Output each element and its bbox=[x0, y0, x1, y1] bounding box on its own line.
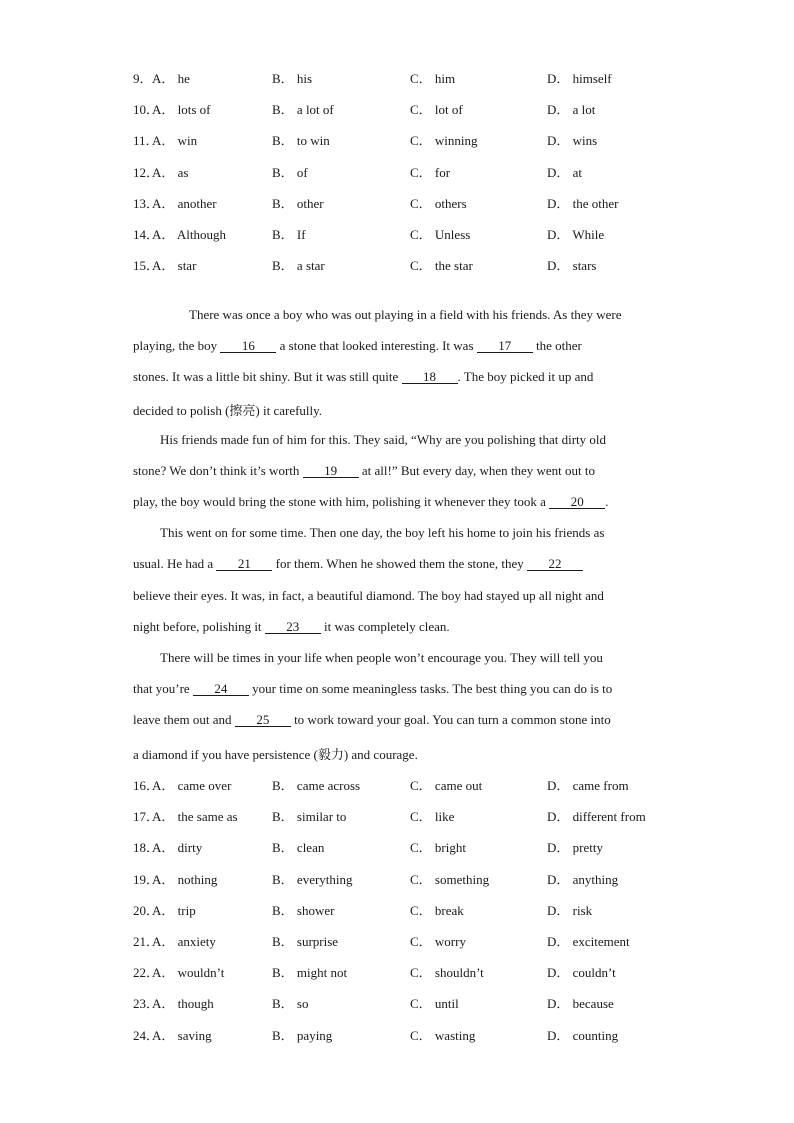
question-number: 10． bbox=[133, 102, 160, 118]
option-a[interactable]: A． star bbox=[152, 258, 197, 274]
blank-16[interactable]: 16 bbox=[220, 339, 276, 353]
passage-line: His friends made fun of him for this. They said, “Why are you polishing that dirty old bbox=[160, 432, 607, 447]
option-c[interactable]: C． worry bbox=[410, 934, 466, 949]
question-number: 17． bbox=[133, 809, 160, 825]
question-row bbox=[133, 993, 733, 1013]
option-d[interactable]: D． a lot bbox=[547, 102, 596, 118]
option-c[interactable]: C． like bbox=[410, 809, 455, 825]
option-d[interactable]: D． counting bbox=[547, 1027, 619, 1043]
option-b[interactable]: B． paying bbox=[272, 1027, 333, 1043]
option-c[interactable]: C． winning bbox=[410, 133, 478, 149]
option-a[interactable]: A． win bbox=[152, 133, 198, 149]
option-b[interactable]: B． surprise bbox=[272, 934, 339, 949]
option-b[interactable]: B． everything bbox=[272, 871, 353, 887]
passage-line: play, the boy would bring the stone with him, polishing it whenever they took a 20 . bbox=[133, 494, 609, 509]
passage-line: a diamond if you have persistence (毅力) and courage. bbox=[133, 747, 418, 762]
question-number: 24． bbox=[133, 1027, 160, 1043]
option-c[interactable]: C． shouldn’t bbox=[410, 965, 484, 981]
option-b[interactable]: B． so bbox=[272, 996, 309, 1012]
option-d[interactable]: D． himself bbox=[547, 71, 612, 86]
option-c[interactable]: C． lot of bbox=[410, 102, 463, 118]
option-d[interactable]: D． at bbox=[547, 164, 583, 180]
question-number: 19． bbox=[133, 871, 160, 887]
question-row bbox=[133, 224, 733, 244]
option-c[interactable]: C． Unless bbox=[410, 227, 471, 242]
option-d[interactable]: D． pretty bbox=[547, 840, 603, 856]
blank-25[interactable]: 25 bbox=[235, 713, 291, 727]
blank-21[interactable]: 21 bbox=[216, 557, 272, 571]
option-c[interactable]: C． others bbox=[410, 195, 467, 211]
blank-18[interactable]: 18 bbox=[402, 370, 458, 384]
question-row bbox=[133, 962, 733, 982]
passage-line: night before, polishing it 23 it was completely clean. bbox=[133, 619, 450, 634]
option-a[interactable]: A． though bbox=[152, 996, 214, 1012]
question-row bbox=[133, 68, 733, 88]
passage-line: decided to polish (擦亮) it carefully. bbox=[133, 403, 323, 418]
option-c[interactable]: C． for bbox=[410, 164, 451, 180]
question-number: 11． bbox=[133, 133, 159, 149]
option-b[interactable]: B． came across bbox=[272, 778, 361, 793]
option-d[interactable]: D． risk bbox=[547, 902, 593, 918]
blank-24[interactable]: 24 bbox=[193, 682, 249, 696]
question-number: 23． bbox=[133, 996, 160, 1012]
option-b[interactable]: B． similar to bbox=[272, 809, 347, 825]
option-c[interactable]: C． the star bbox=[410, 258, 473, 274]
question-number: 16． bbox=[133, 778, 160, 793]
question-number: 22． bbox=[133, 965, 160, 981]
option-c[interactable]: C． him bbox=[410, 71, 456, 86]
question-number: 9． bbox=[133, 71, 153, 86]
question-number: 12． bbox=[133, 164, 160, 180]
question-row bbox=[133, 931, 733, 951]
option-b[interactable]: B． shower bbox=[272, 902, 335, 918]
option-c[interactable]: C． wasting bbox=[410, 1027, 476, 1043]
blank-22[interactable]: 22 bbox=[527, 557, 583, 571]
option-a[interactable]: A． wouldn’t bbox=[152, 965, 225, 981]
option-b[interactable]: B． clean bbox=[272, 840, 325, 856]
question-number: 21． bbox=[133, 934, 160, 949]
option-c[interactable]: C． bright bbox=[410, 840, 466, 856]
option-d[interactable]: D． the other bbox=[547, 195, 619, 211]
option-a[interactable]: A． came over bbox=[152, 778, 232, 793]
question-row bbox=[133, 900, 733, 920]
option-c[interactable]: C． came out bbox=[410, 778, 483, 793]
option-d[interactable]: D． because bbox=[547, 996, 614, 1012]
option-d[interactable]: D． wins bbox=[547, 133, 598, 149]
passage-line: stones. It was a little bit shiny. But it was still quite 18 . The boy picked it up and bbox=[133, 369, 594, 384]
option-a[interactable]: A． as bbox=[152, 164, 189, 180]
question-number: 15． bbox=[133, 258, 160, 274]
question-row bbox=[133, 837, 733, 857]
blank-20[interactable]: 20 bbox=[549, 495, 605, 509]
question-row bbox=[133, 255, 733, 275]
option-a[interactable]: A． Although bbox=[152, 227, 227, 242]
option-d[interactable]: D． anything bbox=[547, 871, 619, 887]
blank-17[interactable]: 17 bbox=[477, 339, 533, 353]
option-d[interactable]: D． While bbox=[547, 227, 605, 242]
option-d[interactable]: D． couldn’t bbox=[547, 965, 616, 981]
passage-line: There will be times in your life when people won’t encourage you. They will tell you bbox=[160, 650, 603, 665]
passage-line: usual. He had a 21 for them. When he showed them the stone, they 22 bbox=[133, 556, 583, 576]
option-a[interactable]: A． the same as bbox=[152, 809, 238, 825]
question-number: 13． bbox=[133, 195, 160, 211]
passage-line: There was once a boy who was out playing in a field with his friends. As they were bbox=[189, 307, 622, 322]
option-b[interactable]: B． of bbox=[272, 164, 308, 180]
option-a[interactable]: A． nothing bbox=[152, 871, 218, 887]
option-d[interactable]: D． came from bbox=[547, 778, 629, 793]
option-a[interactable]: A． lots of bbox=[152, 102, 211, 118]
passage-line: stone? We don’t think it’s worth 19 at all!” But every day, when they went out to bbox=[133, 463, 595, 478]
option-a[interactable]: A． he bbox=[152, 71, 190, 86]
question-number: 20． bbox=[133, 902, 160, 918]
option-b[interactable]: B． his bbox=[272, 71, 313, 86]
option-c[interactable]: C． until bbox=[410, 996, 459, 1012]
option-d[interactable]: D． different from bbox=[547, 809, 646, 825]
option-a[interactable]: A． trip bbox=[152, 902, 196, 918]
option-b[interactable]: B． might not bbox=[272, 965, 348, 981]
option-c[interactable]: C． break bbox=[410, 902, 464, 918]
passage-line: believe their eyes. It was, in fact, a beautiful diamond. The boy had stayed up all night and bbox=[133, 588, 604, 603]
blank-23[interactable]: 23 bbox=[265, 620, 321, 634]
option-a[interactable]: A． dirty bbox=[152, 840, 203, 856]
question-row bbox=[133, 1025, 733, 1045]
question-row bbox=[133, 162, 733, 182]
question-row bbox=[133, 869, 733, 889]
option-b[interactable]: B． other bbox=[272, 195, 324, 211]
passage-line: playing, the boy 16 a stone that looked interesting. It was 17 the other bbox=[133, 338, 582, 353]
question-row bbox=[133, 806, 733, 826]
question-number: 14． bbox=[133, 227, 160, 242]
question-row bbox=[133, 775, 733, 795]
question-row bbox=[133, 99, 733, 119]
option-b[interactable]: B． to win bbox=[272, 133, 330, 149]
blank-19[interactable]: 19 bbox=[303, 464, 359, 478]
option-d[interactable]: D． excitement bbox=[547, 934, 630, 949]
question-row bbox=[133, 130, 733, 150]
option-b[interactable]: B． If bbox=[272, 227, 306, 242]
question-row bbox=[133, 193, 733, 213]
option-a[interactable]: A． another bbox=[152, 195, 217, 211]
option-c[interactable]: C． something bbox=[410, 871, 490, 887]
option-a[interactable]: A． anxiety bbox=[152, 934, 216, 949]
option-b[interactable]: B． a lot of bbox=[272, 102, 334, 118]
passage-line: that you’re 24 your time on some meaningless tasks. The best thing you can do is to bbox=[133, 681, 613, 696]
passage-line: leave them out and 25 to work toward your goal. You can turn a common stone into bbox=[133, 712, 611, 727]
option-b[interactable]: B． a star bbox=[272, 258, 325, 274]
question-number: 18． bbox=[133, 840, 160, 856]
passage-line: This went on for some time. Then one day, the boy left his home to join his friends as bbox=[160, 525, 605, 540]
option-d[interactable]: D． stars bbox=[547, 258, 597, 274]
option-a[interactable]: A． saving bbox=[152, 1027, 212, 1043]
